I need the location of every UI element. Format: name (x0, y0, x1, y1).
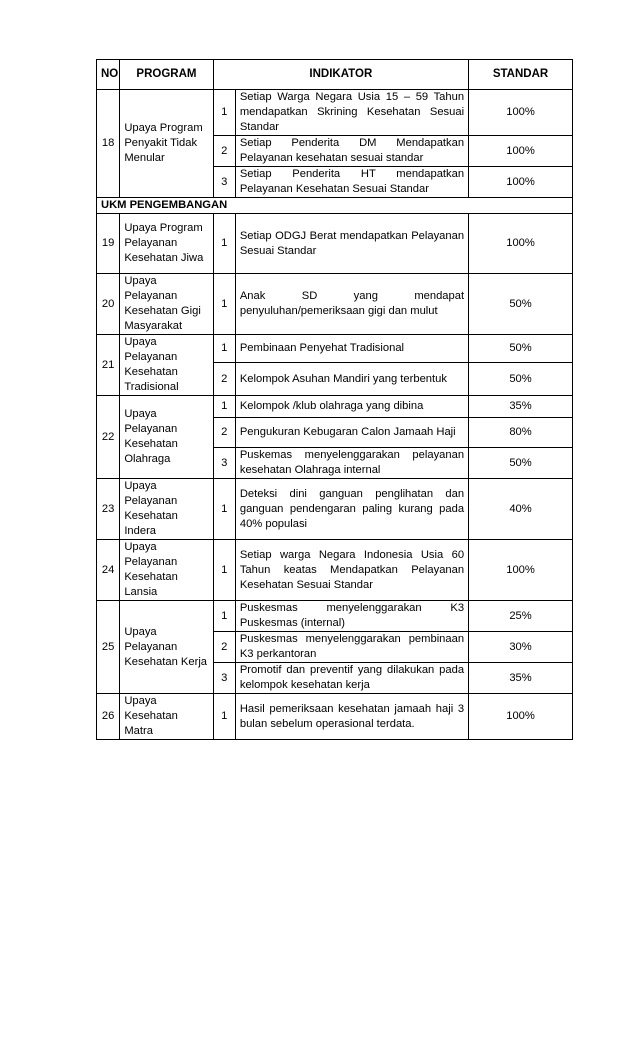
indicator-number: 2 (213, 136, 235, 167)
section-row (97, 198, 573, 214)
indicator-text: Anak SD yang mendapat penyuluhan/pemeriksaan gigi dan mulut (235, 274, 468, 335)
indicator-number: 1 (213, 90, 235, 136)
standard-value: 100% (469, 90, 573, 136)
standard-value: 100% (469, 136, 573, 167)
program-name: Upaya Pelayanan Kesehatan Olahraga (120, 396, 213, 479)
table-row (97, 479, 573, 540)
standard-value: 40% (469, 479, 573, 540)
indicator-number: 2 (213, 418, 235, 448)
table-row (97, 214, 573, 274)
indicator-number: 1 (213, 335, 235, 363)
indicator-text: Kelompok Asuhan Mandiri yang terbentuk (235, 363, 468, 396)
indicator-text: Setiap ODGJ Berat mendapatkan Pelayanan Sesuai Standar (235, 214, 468, 274)
indicator-text: Puskesmas menyelenggarakan K3 Puskesmas (internal) (235, 601, 468, 632)
indicator-text: Hasil pemeriksaan kesehatan jamaah haji 3 bulan sebelum operasional terdata. (235, 694, 468, 740)
table-row (97, 601, 573, 632)
indicator-number: 1 (213, 694, 235, 740)
indicator-number: 2 (213, 632, 235, 663)
indicator-number: 1 (213, 540, 235, 601)
indicator-text: Setiap warga Negara Indonesia Usia 60 Tahun keatas Mendapatkan Pelayanan Kesehatan Sesuai Standar (235, 540, 468, 601)
row-number: 26 (97, 694, 120, 740)
header-indikator: INDIKATOR (213, 60, 468, 90)
program-name: Upaya Pelayanan Kesehatan Lansia (120, 540, 213, 601)
indicator-text: Pengukuran Kebugaran Calon Jamaah Haji (235, 418, 468, 448)
table-row (97, 540, 573, 601)
table-row (97, 396, 573, 418)
table-row (97, 335, 573, 363)
row-number: 23 (97, 479, 120, 540)
indicator-number: 3 (213, 663, 235, 694)
indicator-number: 3 (213, 448, 235, 479)
row-number: 22 (97, 396, 120, 479)
table-header-row (97, 60, 573, 90)
standard-value: 35% (469, 396, 573, 418)
indicator-text: Deteksi dini ganguan penglihatan dan ganguan pendengaran paling kurang pada 40% populasi (235, 479, 468, 540)
indicator-number: 1 (213, 396, 235, 418)
standard-value: 80% (469, 418, 573, 448)
program-name: Upaya Pelayanan Kesehatan Gigi Masyarakat (120, 274, 213, 335)
indicator-text: Promotif dan preventif yang dilakukan pada kelompok kesehatan kerja (235, 663, 468, 694)
indicator-text: Kelompok /klub olahraga yang dibina (235, 396, 468, 418)
indicator-number: 1 (213, 274, 235, 335)
program-name: Upaya Program Penyakit Tidak Menular (120, 90, 213, 198)
table-body (97, 90, 573, 740)
indicator-text: Puskemas menyelenggarakan pelayanan kesehatan Olahraga internal (235, 448, 468, 479)
indicator-number: 2 (213, 363, 235, 396)
row-number: 24 (97, 540, 120, 601)
table-row (97, 90, 573, 136)
indicator-text: Pembinaan Penyehat Tradisional (235, 335, 468, 363)
standard-value: 100% (469, 214, 573, 274)
program-name: Upaya Pelayanan Kesehatan Tradisional (120, 335, 213, 396)
standard-value: 50% (469, 274, 573, 335)
header-no: NO (97, 60, 120, 90)
standard-value: 30% (469, 632, 573, 663)
indicator-text: Setiap Warga Negara Usia 15 – 59 Tahun mendapatkan Skrining Kesehatan Sesuai Standar (235, 90, 468, 136)
standard-value: 25% (469, 601, 573, 632)
row-number: 21 (97, 335, 120, 396)
indicator-number: 3 (213, 167, 235, 198)
standard-value: 35% (469, 663, 573, 694)
indicator-number: 1 (213, 601, 235, 632)
row-number: 18 (97, 90, 120, 198)
standard-value: 50% (469, 335, 573, 363)
program-name: Upaya Pelayanan Kesehatan Kerja (120, 601, 213, 694)
indicator-table (96, 59, 573, 740)
row-number: 25 (97, 601, 120, 694)
standard-value: 50% (469, 363, 573, 396)
row-number: 20 (97, 274, 120, 335)
standard-value: 100% (469, 540, 573, 601)
standard-value: 50% (469, 448, 573, 479)
header-program: PROGRAM (120, 60, 213, 90)
table-row (97, 274, 573, 335)
header-standar: STANDAR (469, 60, 573, 90)
program-name: Upaya Pelayanan Kesehatan Indera (120, 479, 213, 540)
standard-value: 100% (469, 167, 573, 198)
program-name: Upaya Program Pelayanan Kesehatan Jiwa (120, 214, 213, 274)
table-row (97, 694, 573, 740)
row-number: 19 (97, 214, 120, 274)
indicator-number: 1 (213, 479, 235, 540)
indicator-text: Setiap Penderita HT mendapatkan Pelayanan Kesehatan Sesuai Standar (235, 167, 468, 198)
section-title: UKM PENGEMBANGAN (97, 198, 573, 214)
program-name: Upaya Kesehatan Matra (120, 694, 213, 740)
indicator-text: Setiap Penderita DM Mendapatkan Pelayanan kesehatan sesuai standar (235, 136, 468, 167)
indicator-text: Puskesmas menyelenggarakan pembinaan K3 perkantoran (235, 632, 468, 663)
indicator-number: 1 (213, 214, 235, 274)
standard-value: 100% (469, 694, 573, 740)
